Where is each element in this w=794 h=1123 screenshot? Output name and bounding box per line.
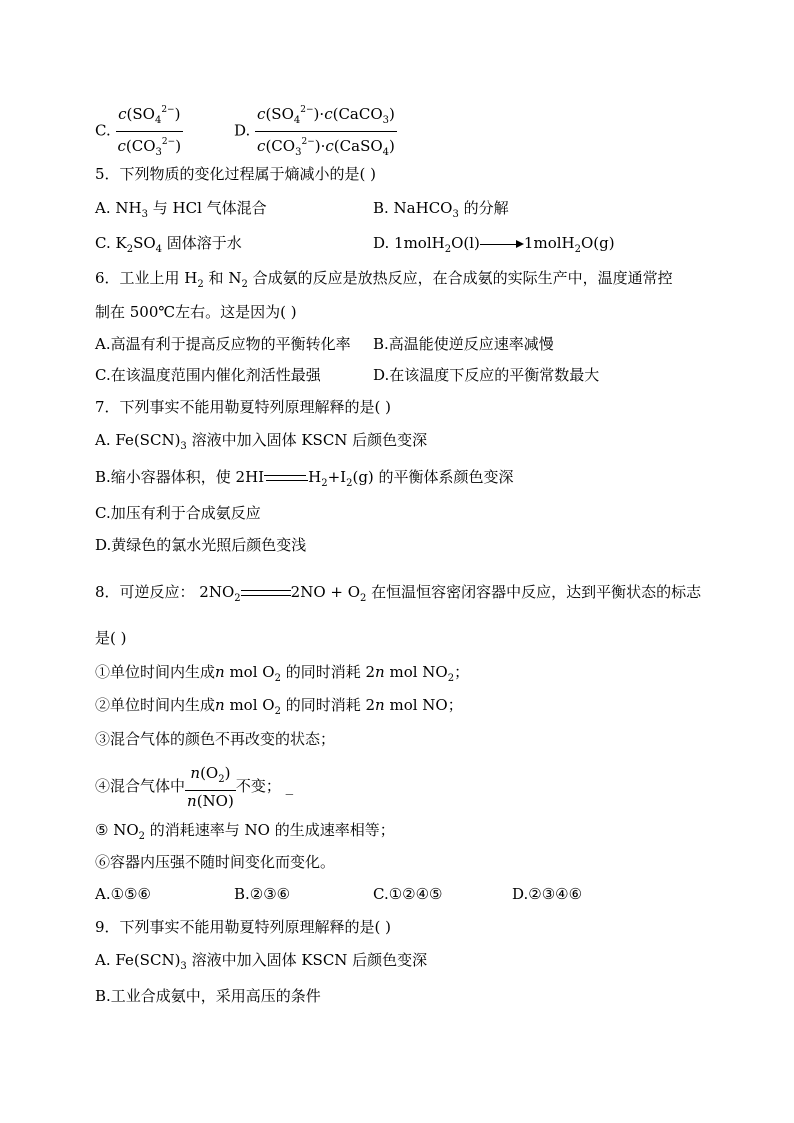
equilibrium-arrow-icon — [264, 473, 308, 483]
q8-statement-1: ①单位时间内生成n mol $O_2$ 的同时消耗 2n mol $NO_2$； — [95, 663, 470, 684]
q5-option-d: D. 1molH$_2$O(l) 1molH$_2$O(g) — [373, 234, 615, 255]
q7-option-a: A. $Fe(SCN)_3$ 溶液中加入固体 KSCN 后颜色变深 — [95, 431, 428, 452]
q6-stem-line1: 6．工业上用 $H_2$ 和 $N_2$ 合成氨的反应是放热反应，在合成氨的实际生产中，温度通常控 — [95, 269, 673, 290]
q9-stem: 9．下列事实不能用勒夏特列原理解释的是( ) — [95, 918, 392, 936]
q8-stem-line2: 是( ) — [95, 629, 127, 647]
q8-option-d: D.②③④⑥ — [512, 885, 583, 903]
q7-stem: 7．下列事实不能用勒夏特列原理解释的是( ) — [95, 398, 392, 416]
q4-option-d: D. $\frac{c(SO_4^{2-})\cdot c(CaCO_3)}{c(CO_3^{2-})\cdot c(CaSO_4)}$ — [234, 100, 397, 163]
q6-option-c: C.在该温度范围内催化剂活性最强 — [95, 366, 321, 384]
q8-stem-line1: 8．可逆反应： $2NO_2$ $2NO + O_2$ 在恒温恒容密闭容器中反应，达到平衡状态的标志 — [95, 583, 702, 604]
q4-c-fraction: $\frac{c(SO_4^{2-})}{c(CO_3^{2-})}$ — [116, 100, 184, 163]
q8-option-b: B.②③⑥ — [234, 885, 291, 903]
reaction-arrow-icon — [480, 239, 524, 249]
q8-statement-2: ②单位时间内生成n mol $O_2$ 的同时消耗 2n mol NO； — [95, 696, 463, 717]
q8-statement-6: ⑥容器内压强不随时间变化而变化。 — [95, 853, 336, 871]
q8-option-a: A.①⑤⑥ — [95, 885, 151, 903]
q7-option-c: C.加压有利于合成氨反应 — [95, 504, 261, 522]
equilibrium-sign-icon — [241, 588, 291, 598]
q6-option-b: B.高温能使逆反应速率减慢 — [373, 335, 554, 353]
q8-statement-4: ④混合气体中 $\frac{n(O_2)}{n(NO)}$ 不变； _ — [95, 764, 294, 810]
q7-option-d: D.黄绿色的氯水光照后颜色变浅 — [95, 536, 307, 554]
q8-option-c: C.①②④⑤ — [373, 885, 443, 903]
q5-option-a: A. $NH_3$ 与 HCl 气体混合 — [95, 199, 267, 220]
q4-d-fraction: $\frac{c(SO_4^{2-})\cdot c(CaCO_3)}{c(CO_3^{2-})\cdot c(CaSO_4)}$ — [255, 100, 397, 163]
q8-statement-5: ⑤ $NO_2$ 的消耗速率与 NO 的生成速率相等； — [95, 821, 395, 842]
q7-option-b: B.缩小容器体积，使 2HI $H_2+I_2(g)$ 的平衡体系颜色变深 — [95, 468, 514, 489]
q4-option-c: C. $\frac{c(SO_4^{2-})}{c(CO_3^{2-})}$ — [95, 100, 183, 163]
q5-stem: 5．下列物质的变化过程属于熵减小的是( ) — [95, 165, 377, 183]
q6-stem-line2: 制在 500℃左右。这是因为( ) — [95, 303, 297, 321]
q6-option-d: D.在该温度下反应的平衡常数最大 — [373, 366, 600, 384]
q9-option-a: A. $Fe(SCN)_3$ 溶液中加入固体 KSCN 后颜色变深 — [95, 951, 428, 972]
q6-option-a: A.高温有利于提高反应物的平衡转化率 — [95, 335, 351, 353]
q8-statement-3: ③混合气体的颜色不再改变的状态； — [95, 730, 336, 748]
q8-ratio-fraction: $\frac{n(O_2)}{n(NO)}$ — [187, 764, 234, 810]
q9-option-b: B.工业合成氨中，采用高压的条件 — [95, 987, 321, 1005]
q5-option-b: B. NaHCO$_3$ 的分解 — [373, 199, 509, 220]
q5-option-c: C. $K_2SO_4$ 固体溶于水 — [95, 234, 242, 255]
